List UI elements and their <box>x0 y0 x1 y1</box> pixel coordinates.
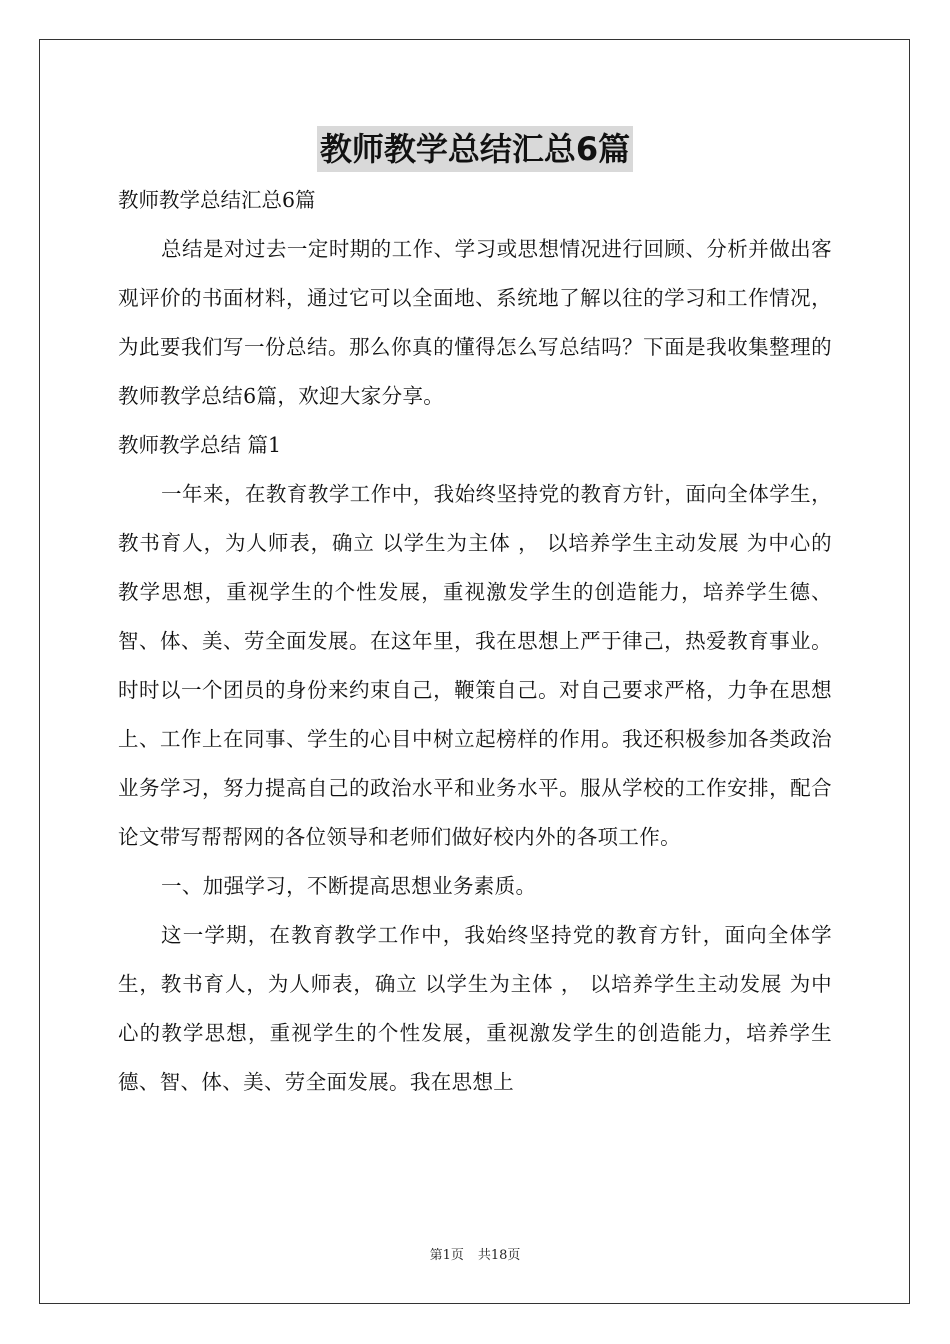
document-body <box>118 176 832 1107</box>
body-paragraph-2: 这一学期，在教育教学工作中，我始终坚持党的教育方针，面向全体学生，教书育人，为人师表，确立 以学生为主体 ， 以培养学生主动发展 为中心的教学思想，重视学生的个性发展，重视激发学生的创造能力，培养学生德、智、体、美、劳全面发展。我在思想上 <box>118 923 832 1094</box>
page-total: 共18页 <box>477 1248 521 1263</box>
page-footer <box>0 1244 950 1263</box>
body-paragraph-1: 一年来，在教育教学工作中，我始终坚持党的教育方针，面向全体学生，教书育人，为人师表，确立 以学生为主体 ， 以培养学生主动发展 为中心的教学思想，重视学生的个性发展，重视激发学生的创造能力，培养学生德、智、体、美、劳全面发展。在这年里，我在思想上严于律己，热爱教育事业。时时以一个团员的身份来约束自己，鞭策自己。对自己要求严格，力争在思想上、工作上在同事、学生的心目中树立起榜样的作用。我还积极参加各类政治业务学习，努力提高自己的政治水平和业务水平。服从学校的工作安排，配合论文带写帮帮网的各位领导和老师们做好校内外的各项工作。 <box>118 482 832 849</box>
document-subtitle: 教师教学总结汇总6篇 <box>118 188 316 212</box>
section-heading: 教师教学总结 篇1 <box>118 433 282 457</box>
page-number: 第1页 <box>429 1248 464 1263</box>
document-title-text: 教师教学总结汇总6篇 <box>317 126 633 172</box>
document-title <box>0 126 950 172</box>
intro-paragraph: 总结是对过去一定时期的工作、学习或思想情况进行回顾、分析并做出客观评价的书面材料，通过它可以全面地、系统地了解以往的学习和工作情况，为此要我们写一份总结。那么你真的懂得怎么写总结吗？下面是我收集整理的教师教学总结6篇，欢迎大家分享。 <box>118 237 832 408</box>
point-heading-1: 一、加强学习，不断提高思想业务素质。 <box>161 874 537 898</box>
